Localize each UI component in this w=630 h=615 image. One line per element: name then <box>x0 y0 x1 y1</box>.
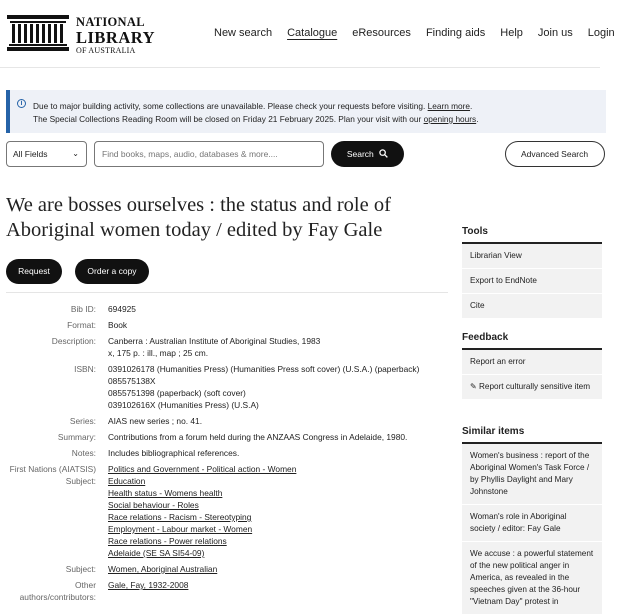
alert-line-1-end: . <box>470 101 473 111</box>
subject-link[interactable]: Social behaviour - Roles <box>108 500 199 510</box>
detail-value: Includes bibliographical references. <box>108 448 240 458</box>
detail-label: First Nations (AIATSIS) Subject: <box>9 464 96 486</box>
author-link[interactable]: Gale, Fay, 1932-2008 <box>108 580 189 590</box>
nla-logo[interactable] <box>7 15 157 53</box>
subject-link[interactable]: Employment - Labour market - Women <box>108 524 253 534</box>
detail-value: Canberra : Australian Institute of Aboriginal Studies, 1983 <box>108 336 321 346</box>
order-copy-button[interactable]: Order a copy <box>75 259 149 284</box>
subject-link[interactable]: Adelaide (SE SA SI54-09) <box>108 548 205 558</box>
detail-row-summary <box>0 431 450 443</box>
detail-row-format <box>0 319 450 331</box>
logo-wordmark <box>76 16 155 55</box>
report-sensitive-label: Report culturally sensitive item <box>479 382 591 391</box>
detail-row-isbn <box>0 363 450 411</box>
detail-label: Other authors/contributors: <box>19 580 96 602</box>
subject-link[interactable]: Health status - Womens health <box>108 488 223 498</box>
opening-hours-link[interactable]: opening hours <box>423 114 477 124</box>
divider <box>6 292 448 293</box>
alert-line-2-end: . <box>476 114 479 124</box>
search-input[interactable] <box>94 141 324 167</box>
detail-label: ISBN: <box>74 364 96 374</box>
detail-row-series <box>0 415 450 427</box>
similar-item[interactable]: Woman's role in Aboriginal society / editor: Fay Gale <box>462 505 602 542</box>
detail-value: 0391026178 (Humanities Press) (Humanities Press soft cover) (U.S.A.) (paperback) <box>108 364 420 374</box>
logo-line-2: LIBRARY <box>76 27 156 47</box>
search-button[interactable] <box>331 141 404 167</box>
logo-line-3: OF AUSTRALIA <box>76 46 136 55</box>
library-building-icon <box>7 15 69 51</box>
similar-items-heading: Similar items <box>462 426 602 444</box>
detail-value: 039102616X (Humanities Press) (U.S.A) <box>108 400 259 410</box>
info-icon: i <box>17 99 26 108</box>
site-header <box>0 0 615 68</box>
subject-link[interactable]: Women, Aboriginal Australian <box>108 564 218 574</box>
subject-link[interactable]: Education <box>108 476 146 486</box>
detail-value: AIAS new series ; no. 41. <box>108 416 203 426</box>
nav-eresources[interactable]: eResources <box>352 27 411 39</box>
detail-label: Format: <box>67 320 96 330</box>
report-sensitive-link[interactable] <box>462 375 602 400</box>
similar-item[interactable]: We accuse : a powerful statement of the new political anger in America, as revealed in the speeches given at the 36-hour "Vietnam Day" protest in <box>462 542 602 615</box>
detail-value: Book <box>108 320 128 330</box>
detail-row-first-nations-subject <box>0 463 450 559</box>
detail-label: Description: <box>51 336 96 346</box>
nav-catalogue[interactable]: Catalogue <box>287 27 338 39</box>
advanced-search-button[interactable]: Advanced Search <box>505 141 605 167</box>
request-button[interactable]: Request <box>6 259 62 284</box>
nav-login[interactable]: Login <box>587 27 615 39</box>
main-nav <box>214 27 630 39</box>
subject-link[interactable]: Race relations - Racism - Stereotyping <box>108 512 252 522</box>
detail-row-description <box>0 335 450 359</box>
detail-label: Subject: <box>65 564 96 574</box>
nav-new-search[interactable]: New search <box>214 27 273 39</box>
search-field-select[interactable] <box>6 141 87 167</box>
nav-finding-aids[interactable]: Finding aids <box>425 27 486 39</box>
detail-label: Notes: <box>71 448 96 458</box>
detail-label: Bib ID: <box>70 304 96 314</box>
record-title: We are bosses ourselves : the status and role of Aboriginal women today / edited by Fay Gale <box>6 194 391 241</box>
subject-link[interactable]: Race relations - Power relations <box>108 536 227 546</box>
tools-panel <box>462 226 602 319</box>
export-endnote-link[interactable]: Export to EndNote <box>462 269 602 294</box>
logo-line-1: NATIONAL <box>76 15 145 29</box>
detail-row-other-authors <box>0 579 450 603</box>
nav-join-us[interactable]: Join us <box>537 27 573 39</box>
cite-link[interactable]: Cite <box>462 294 602 319</box>
detail-label: Summary: <box>57 432 96 442</box>
similar-item[interactable]: Women's business : report of the Aboriginal Women's Task Force / by Phyllis Daylight and Mary Johnstone <box>462 444 602 505</box>
search-icon <box>379 149 388 158</box>
feedback-heading: Feedback <box>462 332 602 350</box>
report-error-link[interactable]: Report an error <box>462 350 602 375</box>
detail-value: 694925 <box>108 304 136 314</box>
detail-row-subject <box>0 563 450 575</box>
alert-line-2: The Special Collections Reading Room will be closed on Friday 21 February 2025. Plan your visit with our <box>33 114 424 124</box>
detail-value: 0855751398 (paperback) (soft cover) <box>108 388 246 398</box>
learn-more-link[interactable]: Learn more <box>427 101 471 111</box>
alert-text <box>33 100 479 126</box>
detail-label: Series: <box>69 416 96 426</box>
detail-value: 085575138X <box>108 376 156 386</box>
tools-heading: Tools <box>462 226 602 244</box>
nav-help[interactable]: Help <box>500 27 523 39</box>
detail-value: Contributions from a forum held during the ANZAAS Congress in Adelaide, 1980. <box>108 432 408 442</box>
similar-items-panel <box>462 426 602 615</box>
search-field-value: All Fields <box>13 149 48 159</box>
detail-row-bib-id <box>0 303 450 315</box>
librarian-view-link[interactable]: Librarian View <box>462 244 602 269</box>
detail-row-notes <box>0 447 450 459</box>
alert-banner <box>6 90 606 133</box>
detail-value: x, 175 p. : ill., map ; 25 cm. <box>108 348 209 358</box>
pencil-icon: ✎ <box>470 382 477 391</box>
subject-link[interactable]: Politics and Government - Political action - Women <box>108 464 297 474</box>
record-details <box>0 303 450 607</box>
chevron-down-icon: ⌄ <box>72 149 79 158</box>
feedback-panel <box>462 332 602 400</box>
alert-line-1: Due to major building activity, some collections are unavailable. Please check your requests before visiting. <box>33 101 428 111</box>
search-button-label: Search <box>346 149 374 159</box>
